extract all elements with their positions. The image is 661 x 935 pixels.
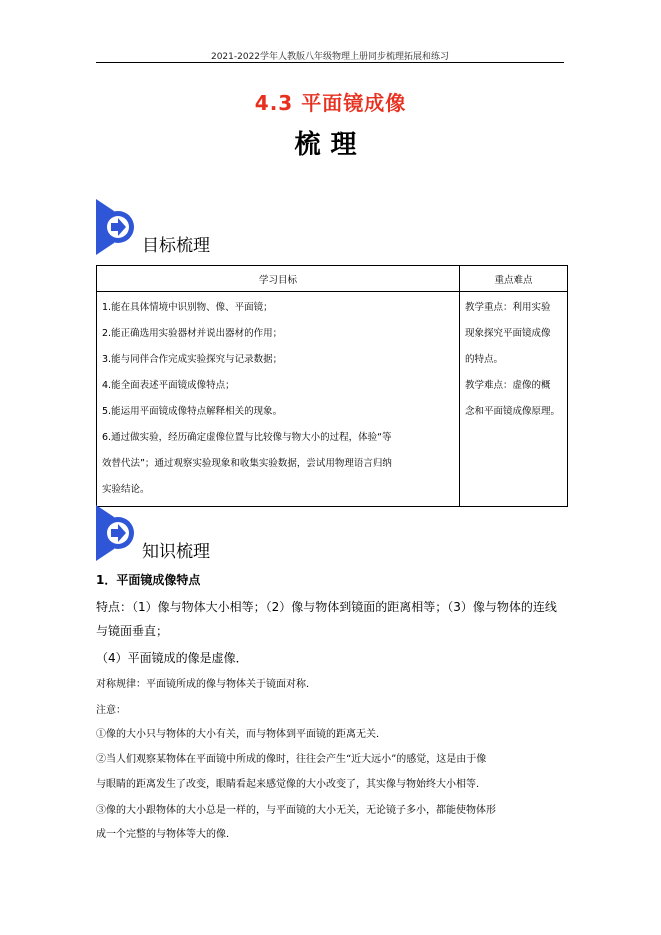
goals-table-header-row — [97, 266, 568, 292]
goal-item: 5.能运用平面镜成像特点解释相关的现象。 — [102, 406, 283, 417]
note-line: 注意： — [96, 705, 126, 716]
knowledge-line: 特点：（1）像与物体大小相等；（2）像与物体到镜面的距离相等；（3）像与物体的连线 — [96, 600, 557, 614]
keypoint-line: 教学难点：虚像的概 — [465, 380, 551, 391]
goal-item: 效替代法”；通过观察实验现象和收集实验数据，尝试用物理语言归纳 — [102, 458, 392, 469]
goal-item: 6.通过做实验，经历确定虚像位置与比较像与物大小的过程，体验“等 — [102, 432, 392, 443]
knowledge-line: 与镜面垂直； — [96, 624, 169, 638]
keypoints-cell — [460, 292, 568, 507]
goal-item: 1.能在具体情境中识别物、像、平面镜； — [102, 302, 273, 313]
arrow-right-circle-icon — [96, 199, 140, 255]
page-header: 2021-2022学年人教版八年级物理上册同步梳理拓展和练习 — [210, 52, 450, 62]
goals-heading-text: 目标梳理 — [142, 236, 210, 256]
keypoint-line: 念和平面镜成像原理。 — [465, 406, 561, 417]
note-line: ③像的大小跟物体的大小总是一样的，与平面镜的大小无关，无论镜子多小，都能使物体形 — [96, 805, 496, 816]
goals-table-row — [97, 292, 568, 507]
knowledge-heading-text: 知识梳理 — [142, 542, 210, 562]
goals-col-header: 学习目标 — [97, 266, 460, 292]
note-line: 对称规律：平面镜所成的像与物体关于镜面对称． — [96, 679, 316, 690]
knowledge-line: （4）平面镜成的像是虚像． — [96, 651, 248, 665]
note-line: 与眼睛的距离发生了改变，眼睛看起来感觉像的大小改变了，其实像与物始终大小相等． — [96, 779, 486, 790]
note-line: 成一个完整的与物体等大的像． — [96, 829, 236, 840]
goal-item: 3.能与同伴合作完成实验探究与记录数据； — [102, 354, 283, 365]
header-rule — [96, 62, 564, 63]
keypoint-line: 教学重点：利用实验 — [465, 302, 551, 313]
keypoint-line: 的特点。 — [465, 354, 504, 365]
section-big-title: 梳理 — [294, 130, 367, 160]
goal-item: 2.能正确选用实验器材并说出器材的作用； — [102, 328, 283, 339]
goals-cell — [97, 292, 460, 507]
knowledge-heading — [96, 505, 396, 561]
knowledge-subtitle: 1．平面镜成像特点 — [96, 573, 201, 587]
keypoint-line: 现象探究平面镜成像 — [465, 328, 551, 339]
goals-heading — [96, 199, 396, 255]
document-title: 4.3 平面镜成像 — [254, 91, 407, 115]
goals-table — [96, 265, 568, 507]
arrow-right-circle-icon — [96, 505, 140, 561]
goal-item: 4.能全面表述平面镜成像特点； — [102, 380, 235, 391]
note-line: ②当人们观察某物体在平面镜中所成的像时，往往会产生“近大远小”的感觉，这是由于像 — [96, 754, 487, 765]
goal-item: 实验结论。 — [102, 484, 150, 495]
note-line: ①像的大小只与物体的大小有关，而与物体到平面镜的距离无关． — [96, 729, 386, 740]
keypoints-col-header: 重点难点 — [460, 266, 568, 292]
